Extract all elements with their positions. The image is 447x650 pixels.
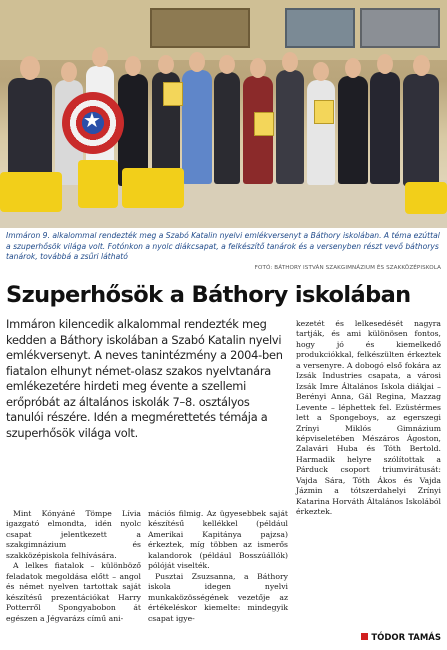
byline-author: TÓDOR TAMÁS [371,633,441,643]
photo-person [338,76,368,184]
photo-head [219,55,235,74]
byline-square-icon [361,633,368,640]
photo-person [182,70,212,184]
photo-head [125,56,141,76]
photo-head [92,47,108,67]
photo-person [276,70,304,184]
photo-credit: FOTÓ: BÁTHORY ISTVÁN SZAKGIMNÁZIUM ÉS SZAKKÖZÉPISKOLA [254,265,441,271]
photo-yellow-chair [0,172,62,212]
group-photo [0,0,447,228]
photo-person [370,72,400,184]
article-headline: Szuperhősök a Báthory iskolában [6,282,411,308]
photo-screen [360,8,440,48]
photo-head [282,52,298,72]
article-lead: Immáron kilencedik alkalommal rendezték meg kedden a Báthory iskolában a Szabó Katalin nyelvi emlékversenyt. A neves tanintézmény a 2004-ben fiatalon elhunyt német-olasz szakos nyelvtanára emlékezetére hirdeti meg évente a szellemi erőpróbát az általános iskolák 7–8. osztályos tanulói részére. Idén a megmérettetés témája a szuperhősök világa volt. [6,317,283,440]
photo-head [345,58,361,78]
photo-floor [0,180,447,228]
photo-yellow-chair [405,182,447,214]
article-column-2 [148,509,288,624]
article-paragraph: Mint Kónyáné Tömpe Lívia igazgató elmondta, idén nyolc csapat jelentkezett a szakgimnázium és szakközépiskola felhívására. [6,509,141,560]
article-paragraph: A lelkes fiatalok – különböző feladatok megoldása előtt – angol és német nyelven tartottak saját készítésű prezentációkat Harry Potterről Spongyabobon át egészen a Jégvarázs című ani- [6,561,141,623]
photo-head [189,52,205,72]
photo-diploma [314,100,334,124]
photo-head [313,62,329,81]
shield-star-icon: ★ [83,108,101,132]
article-column-3 [296,319,441,518]
article-paragraph: kezetét és lelkesedését nagyra tartják, és ami különösen fontos, hogy jó és kiemelkedő produkciókkal, felkészülten érkeztek a versenyre. A dobogó első fokára az Izsák Industries csapata, a városi Izsák Imre Általános Iskola diákjai – Berényi Anna, Gál Regina, Mazzag Levente – léphettek fel. Ezüstérmes lett a Spongeboys, az egerszegi Zrínyi Miklós Gimnázium képviseletében Mészáros Ágoston, Zalavári Huba és Tóth Bertold. Harmadik helyre szólítottak a Párduck csoport triumvirátusát: Vajda Sára, Tóth Ákos és Vajda Jázmin a tótszerdahelyi Zrínyi Katarina Horváth Általános Iskolából érkeztek. [296,319,441,517]
photo-person [214,72,240,184]
article-column-1 [6,509,141,624]
photo-diploma [254,112,274,136]
photo-caption: Immáron 9. alkalommal rendezték meg a Szabó Katalin nyelvi emlékversenyt a Báthory iskolában. A téma ezúttal a szuperhősök világa volt. Fotónkon a nyolc diákcsapat, a felkészítő tanárok és a versenyben részt vevő báthorys tanárok, továbbá a zsűri látható [6,231,440,262]
photo-yellow-chair [122,168,184,208]
article-byline [361,633,441,643]
photo-head [413,55,430,76]
photo-bulletin-board [150,8,250,48]
article-paragraph: Pusztai Zsuzsanna, a Báthory iskola idegen nyelvi munkaközösségének vezetője az értékeléskor kiemelte: mindegyik csapat igye- [148,571,288,623]
photo-diploma [163,82,183,106]
photo-head [61,62,77,82]
photo-head [377,54,393,74]
photo-person [307,80,335,185]
photo-window [285,8,355,48]
photo-yellow-chair [78,160,118,208]
photo-head [158,55,174,74]
photo-head [20,56,40,80]
photo-head [250,58,266,78]
article-paragraph: mációs filmig. Az ügyesebbek saját készítésű kellékkel (például Amerikai Kapitánya pajzsa) érkeztek, míg többen az ismerős kalandorok (például Bosszúállók) pólóját viselték. [148,509,288,571]
photo-person [403,74,439,186]
